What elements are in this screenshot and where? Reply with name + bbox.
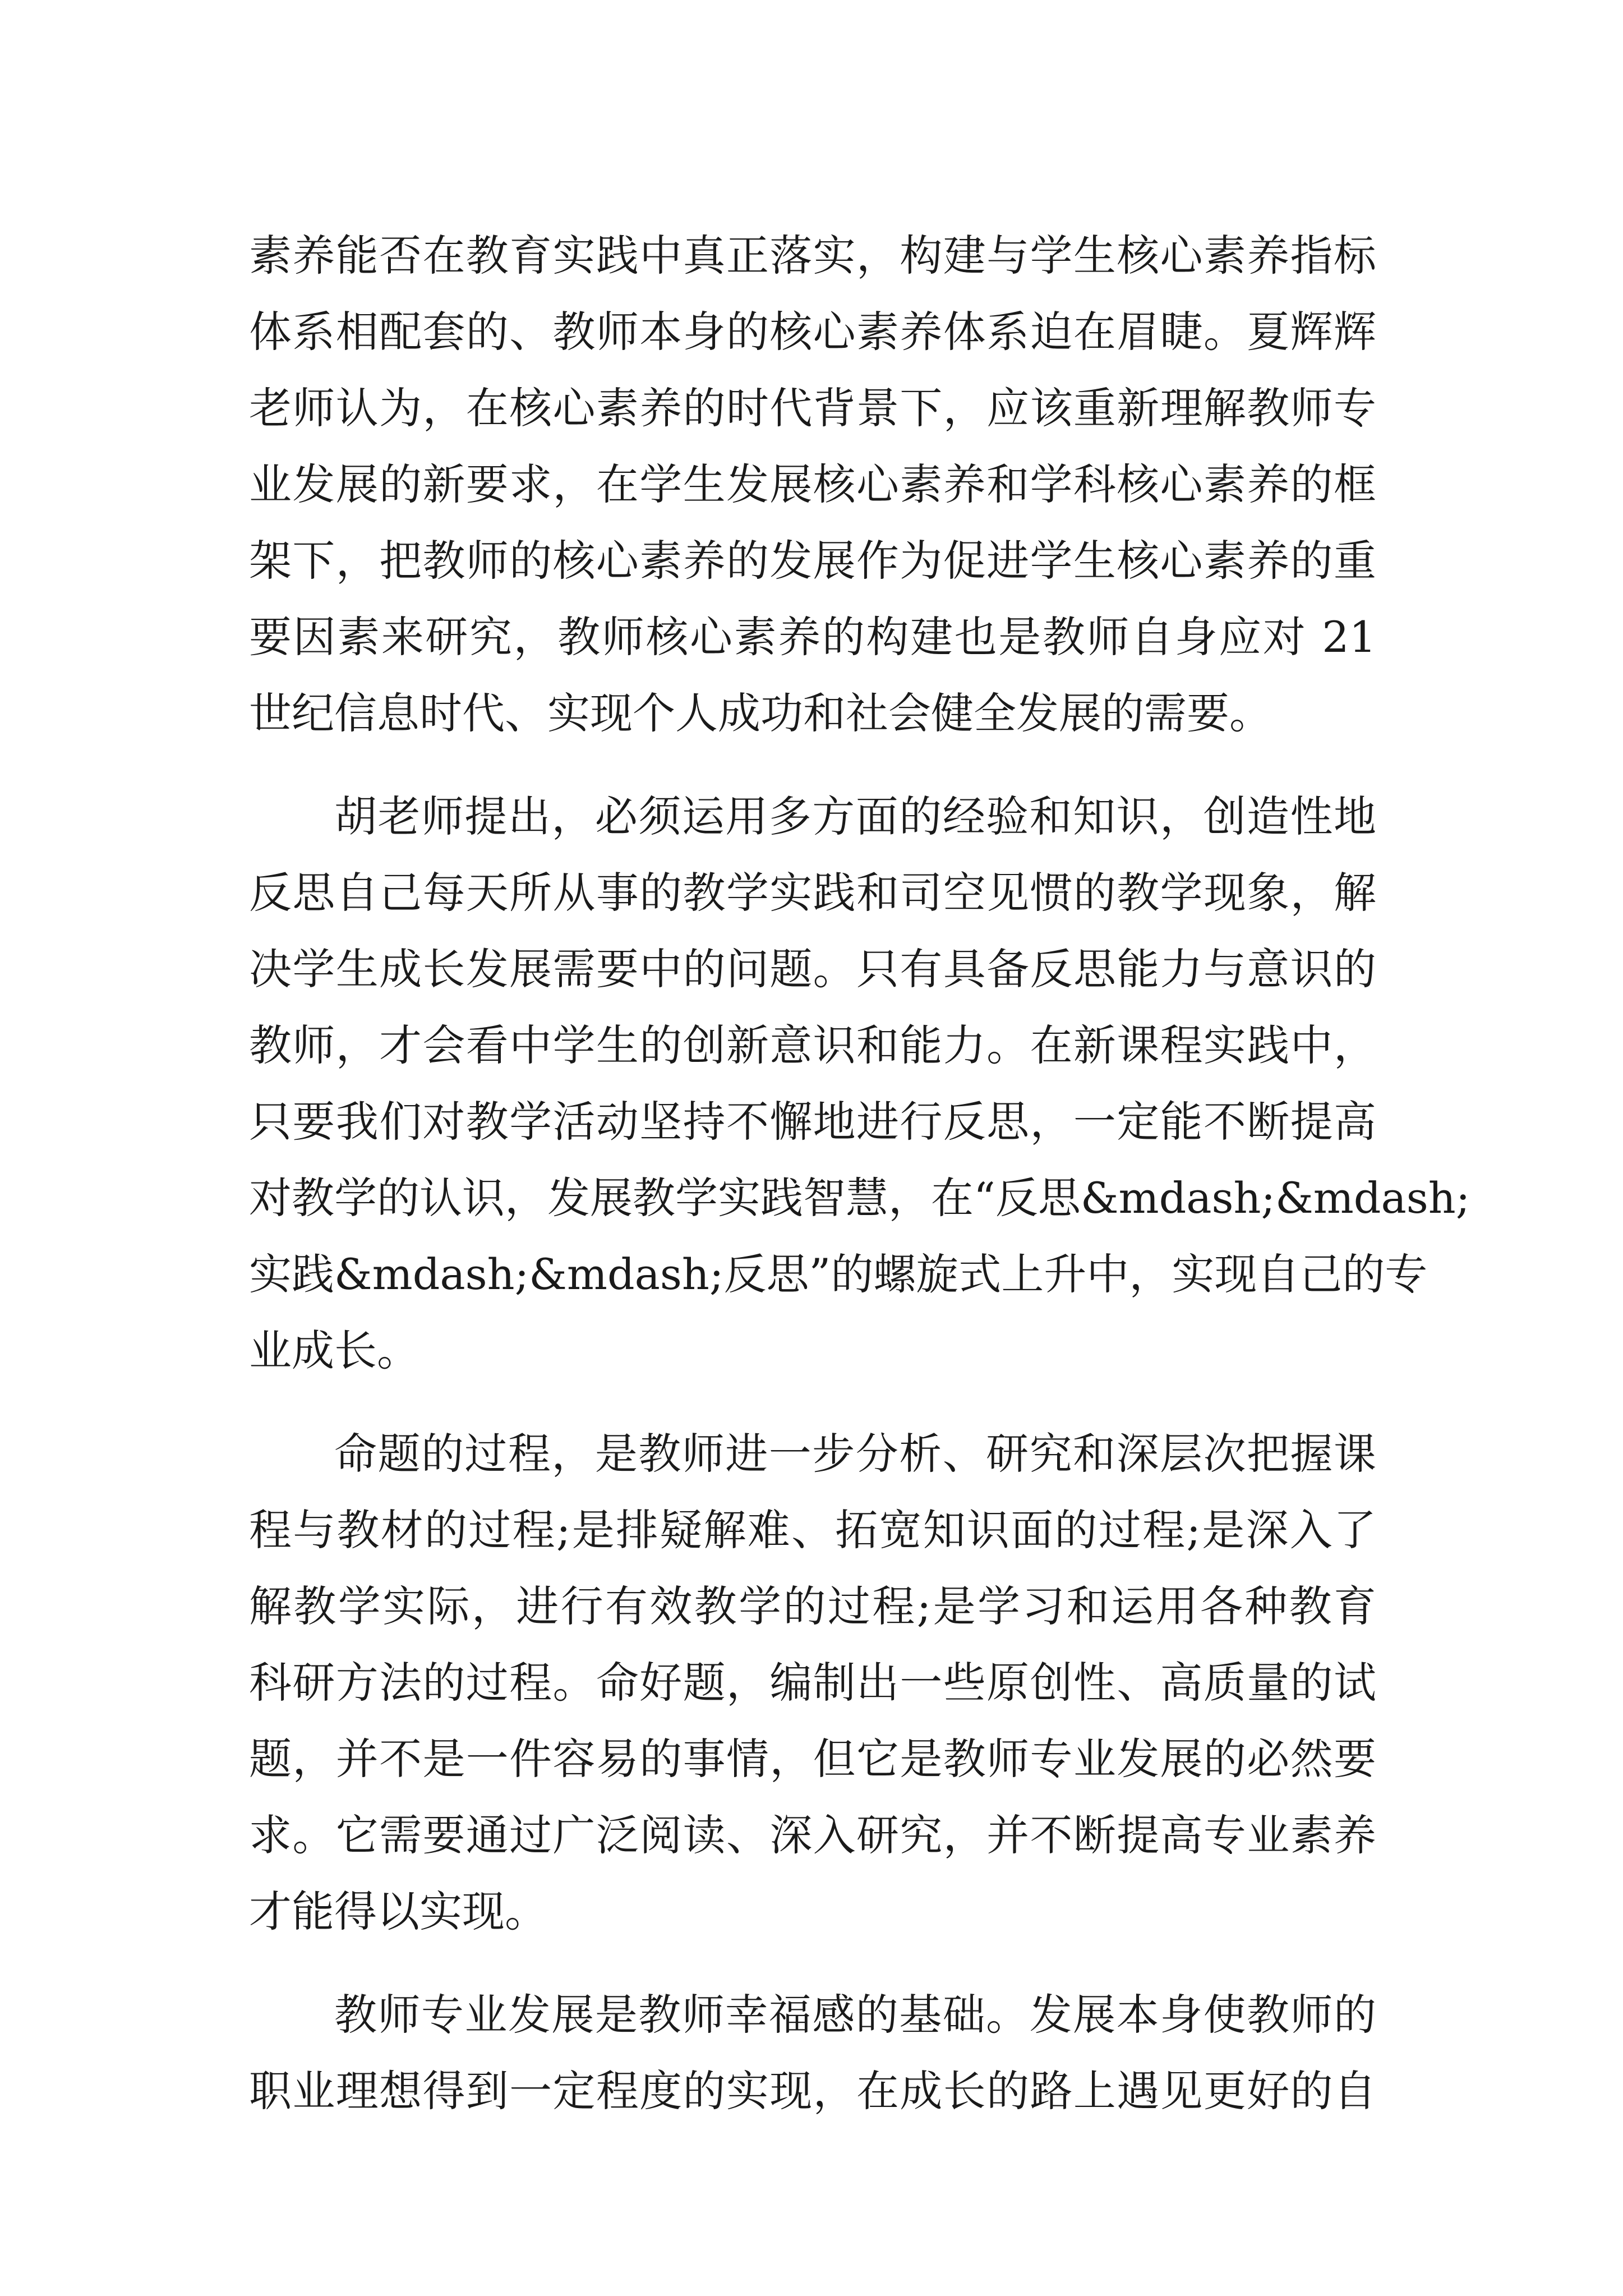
paragraph <box>249 218 1376 752</box>
text-line: 科研方法的过程。命好题，编制出一些原创性、高质量的试 <box>249 1658 1376 1708</box>
text-line: 求。它需要通过广泛阅读、深入研究，并不断提高专业素养 <box>249 1810 1376 1860</box>
text-line: 才能得以实现。 <box>249 1887 547 1936</box>
text-line: 架下，把教师的核心素养的发展作为促进学生核心素养的重 <box>249 536 1376 586</box>
text-line: 体系相配套的、教师本身的核心素养体系迫在眉睫。夏辉辉 <box>249 307 1376 357</box>
text-line: 业发展的新要求，在学生发展核心素养和学科核心素养的框 <box>249 459 1376 509</box>
text-line: 老师认为，在核心素养的时代背景下，应该重新理解教师专 <box>249 383 1376 433</box>
text-line: 要因素来研究，教师核心素养的构建也是教师自身应对 21 <box>249 612 1376 662</box>
text-line: 决学生成长发展需要中的问题。只有具备反思能力与意识的 <box>249 944 1376 994</box>
text-line: 只要我们对教学活动坚持不懈地进行反思，一定能不断提高 <box>249 1097 1376 1147</box>
text-line: 教师，才会看中学生的创新意识和能力。在新课程实践中， <box>249 1020 1376 1070</box>
text-line: 业成长。 <box>249 1326 419 1375</box>
text-line: 教师专业发展是教师幸福感的基础。发展本身使教师的 <box>334 1990 1376 2040</box>
text-line: 反思自己每天所从事的教学实践和司空见惯的教学现象，解 <box>249 868 1376 918</box>
text-line: 程与教材的过程;是排疑解难、拓宽知识面的过程;是深入了 <box>249 1505 1376 1555</box>
text-line: 胡老师提出，必须运用多方面的经验和知识，创造性地 <box>334 792 1376 841</box>
text-line: 素养能否在教育实践中真正落实，构建与学生核心素养指标 <box>249 231 1376 280</box>
text-line: 实践&mdash;&mdash;反思”的螺旋式上升中，实现自己的专 <box>249 1249 1428 1299</box>
text-line: 解教学实际，进行有效教学的过程;是学习和运用各种教育 <box>249 1581 1376 1631</box>
paragraph <box>249 1977 1376 2129</box>
text-line: 命题的过程，是教师进一步分析、研究和深层次把握课 <box>334 1429 1376 1479</box>
paragraph <box>249 779 1470 1389</box>
text-line: 职业理想得到一定程度的实现，在成长的路上遇见更好的自 <box>249 2066 1376 2116</box>
paragraph <box>249 1416 1376 1950</box>
text-line: 世纪信息时代、实现个人成功和社会健全发展的需要。 <box>249 688 1272 738</box>
text-line: 对教学的认识，发展教学实践智慧，在“反思&mdash;&mdash; <box>249 1173 1470 1223</box>
text-line: 题，并不是一件容易的事情，但它是教师专业发展的必然要 <box>249 1734 1376 1784</box>
body-text <box>249 218 1470 2129</box>
